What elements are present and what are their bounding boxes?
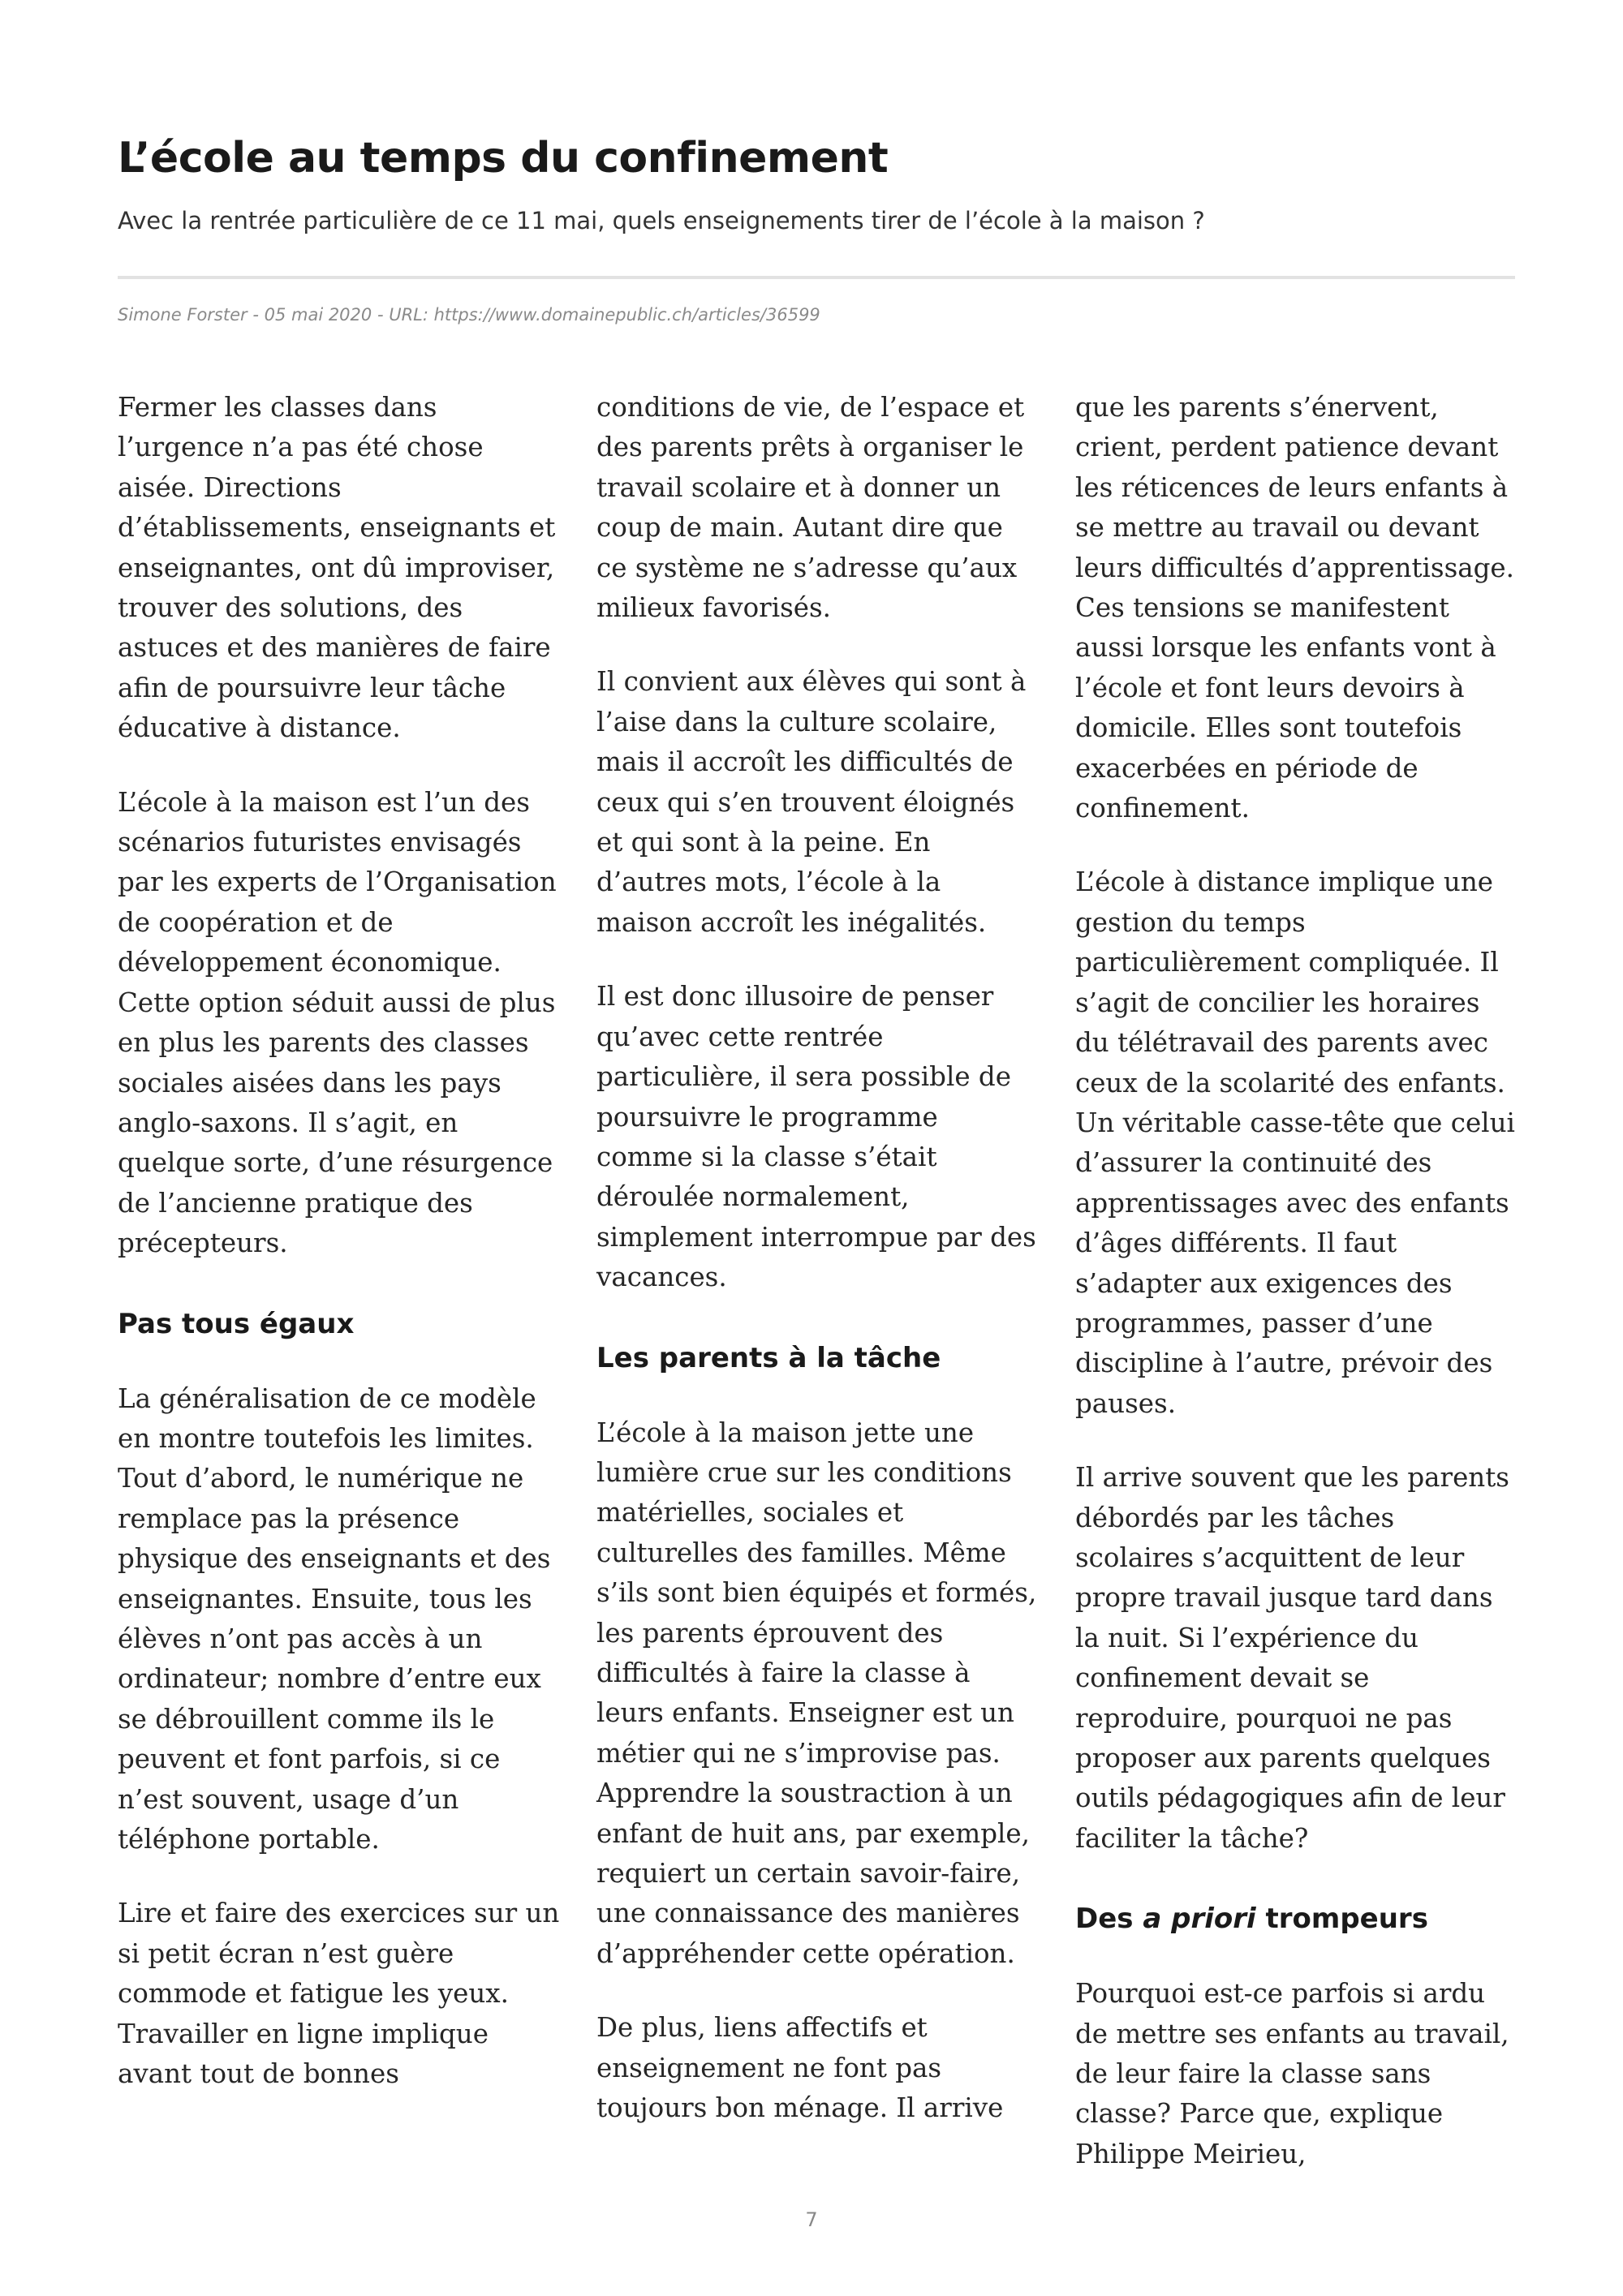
paragraph: L’école à distance implique une gestion du temps particulièrement compliquée. Il s’agit de concilier les horaires du télétravail des parents avec ceux de la scolarité des enfants. Un véritable casse-tête que celui d’assurer la continuité des apprentissages avec des enfants d’âges différents. Il faut s’adapter aux exigences des programmes, passer d’une discipline à l’autre, prévoir des pauses.	[1075, 866, 1515, 1419]
paragraph: De plus, liens affectifs et enseignement ne font pas toujours bon ménage. Il arrive	[596, 2012, 1004, 2124]
paragraph: Lire et faire des exercices sur un si petit écran n’est guère commode et fatigue les yeux. Travailler en ligne implique avant tout de bonnes	[118, 1898, 560, 2090]
section-heading: Pas tous égaux	[118, 1307, 355, 1340]
article-subtitle: Avec la rentrée particulière de ce 11 mai, quels enseignements tirer de l’école à la maison ?	[118, 207, 1205, 234]
heading-text: Des	[1075, 1903, 1143, 1936]
page-number: 7	[805, 2208, 818, 2231]
section-heading	[1075, 1901, 1520, 1937]
paragraph: L’école à la maison jette une lumière crue sur les conditions matérielles, sociales et culturelles des familles. Même s’ils sont bien équipés et formés, les parents éprouvent des difficultés à faire la classe à leurs enfants. Enseigner est un métier qui ne s’improvise pas. Apprendre la soustraction à un enfant de huit ans, par exemple, requiert un certain savoir-faire, une connaissance des manières d’appréhender cette opération.	[596, 1417, 1037, 1969]
paragraph: Il arrive souvent que les parents débordés par les tâches scolaires s’acquittent de leur propre travail jusque tard dans la nuit. Si l’expérience du confinement devait se reproduire, pourquoi ne pas proposer aux parents quelques outils pédagogiques afin de leur faciliter la tâche?	[1075, 1462, 1509, 1854]
heading-text: trompeurs	[1255, 1903, 1428, 1936]
section-heading: Les parents à la tâche	[596, 1341, 941, 1374]
paragraph: Il est donc illusoire de penser qu’avec cette rentrée particulière, il sera possible de poursuivre le programme comme si la classe s’était déroulée normalement, simplement interrompue par des vacances.	[596, 981, 1036, 1293]
heading-emphasis: a priori	[1143, 1903, 1256, 1936]
article-meta: Simone Forster - 05 mai 2020 - URL: https://www.domainepublic.ch/articles/36599	[118, 305, 820, 325]
text-column-3	[1075, 388, 1520, 2174]
paragraph: L’école à la maison est l’un des scénarios futuristes envisagés par les experts de l’Organisation de coopération et de développement économique. Cette option séduit aussi de plus en plus les parents des classes sociales aisées dans les pays anglo-saxons. Il s’agit, en quelque sorte, d’une résurgence de l’ancienne pratique des précepteurs.	[118, 786, 557, 1259]
text-column-1	[118, 388, 562, 2094]
text-column-2	[596, 388, 1041, 2128]
article-title: L’école au temps du confinement	[118, 134, 889, 183]
paragraph: que les parents s’énervent, crient, perdent patience devant les réticences de leurs enfants à se mettre au travail ou devant leurs difficultés d’apprentissage. Ces tensions se manifestent aussi lorsque les enfants vont à l’école et font leurs devoirs à domicile. Elles sont toutefois exacerbées en période de confinement.	[1075, 392, 1514, 824]
paragraph: La généralisation de ce modèle en montre toutefois les limites. Tout d’abord, le numérique ne remplace pas la présence physique des enseignants et des enseignantes. Ensuite, tous les élèves n’ont pas accès à un ordinateur; nombre d’entre eux se débrouillent comme ils le peuvent et font parfois, si ce n’est souvent, usage d’un téléphone portable.	[118, 1382, 551, 1855]
paragraph: Fermer les classes dans l’urgence n’a pas été chose aisée. Directions d’établissements, enseignants et enseignantes, ont dû improviser, trouver des solutions, des astuces et des manières de faire afin de poursuivre leur tâche éducative à distance.	[118, 392, 556, 744]
paragraph: Pourquoi est-ce parfois si ardu de mettre ses enfants au travail, de leur faire la classe sans classe? Parce que, explique Philippe Meirieu,	[1075, 1978, 1509, 2169]
paragraph: Il convient aux élèves qui sont à l’aise dans la culture scolaire, mais il accroît les difficultés de ceux qui s’en trouvent éloignés et qui sont à la peine. En d’autres mots, l’école à la maison accroît les inégalités.	[596, 666, 1027, 938]
header-divider	[118, 276, 1515, 279]
paragraph: conditions de vie, de l’espace et des parents prêts à organiser le travail scolaire et à donner un coup de main. Autant dire que ce système ne s’adresse qu’aux milieux favorisés.	[596, 392, 1025, 624]
